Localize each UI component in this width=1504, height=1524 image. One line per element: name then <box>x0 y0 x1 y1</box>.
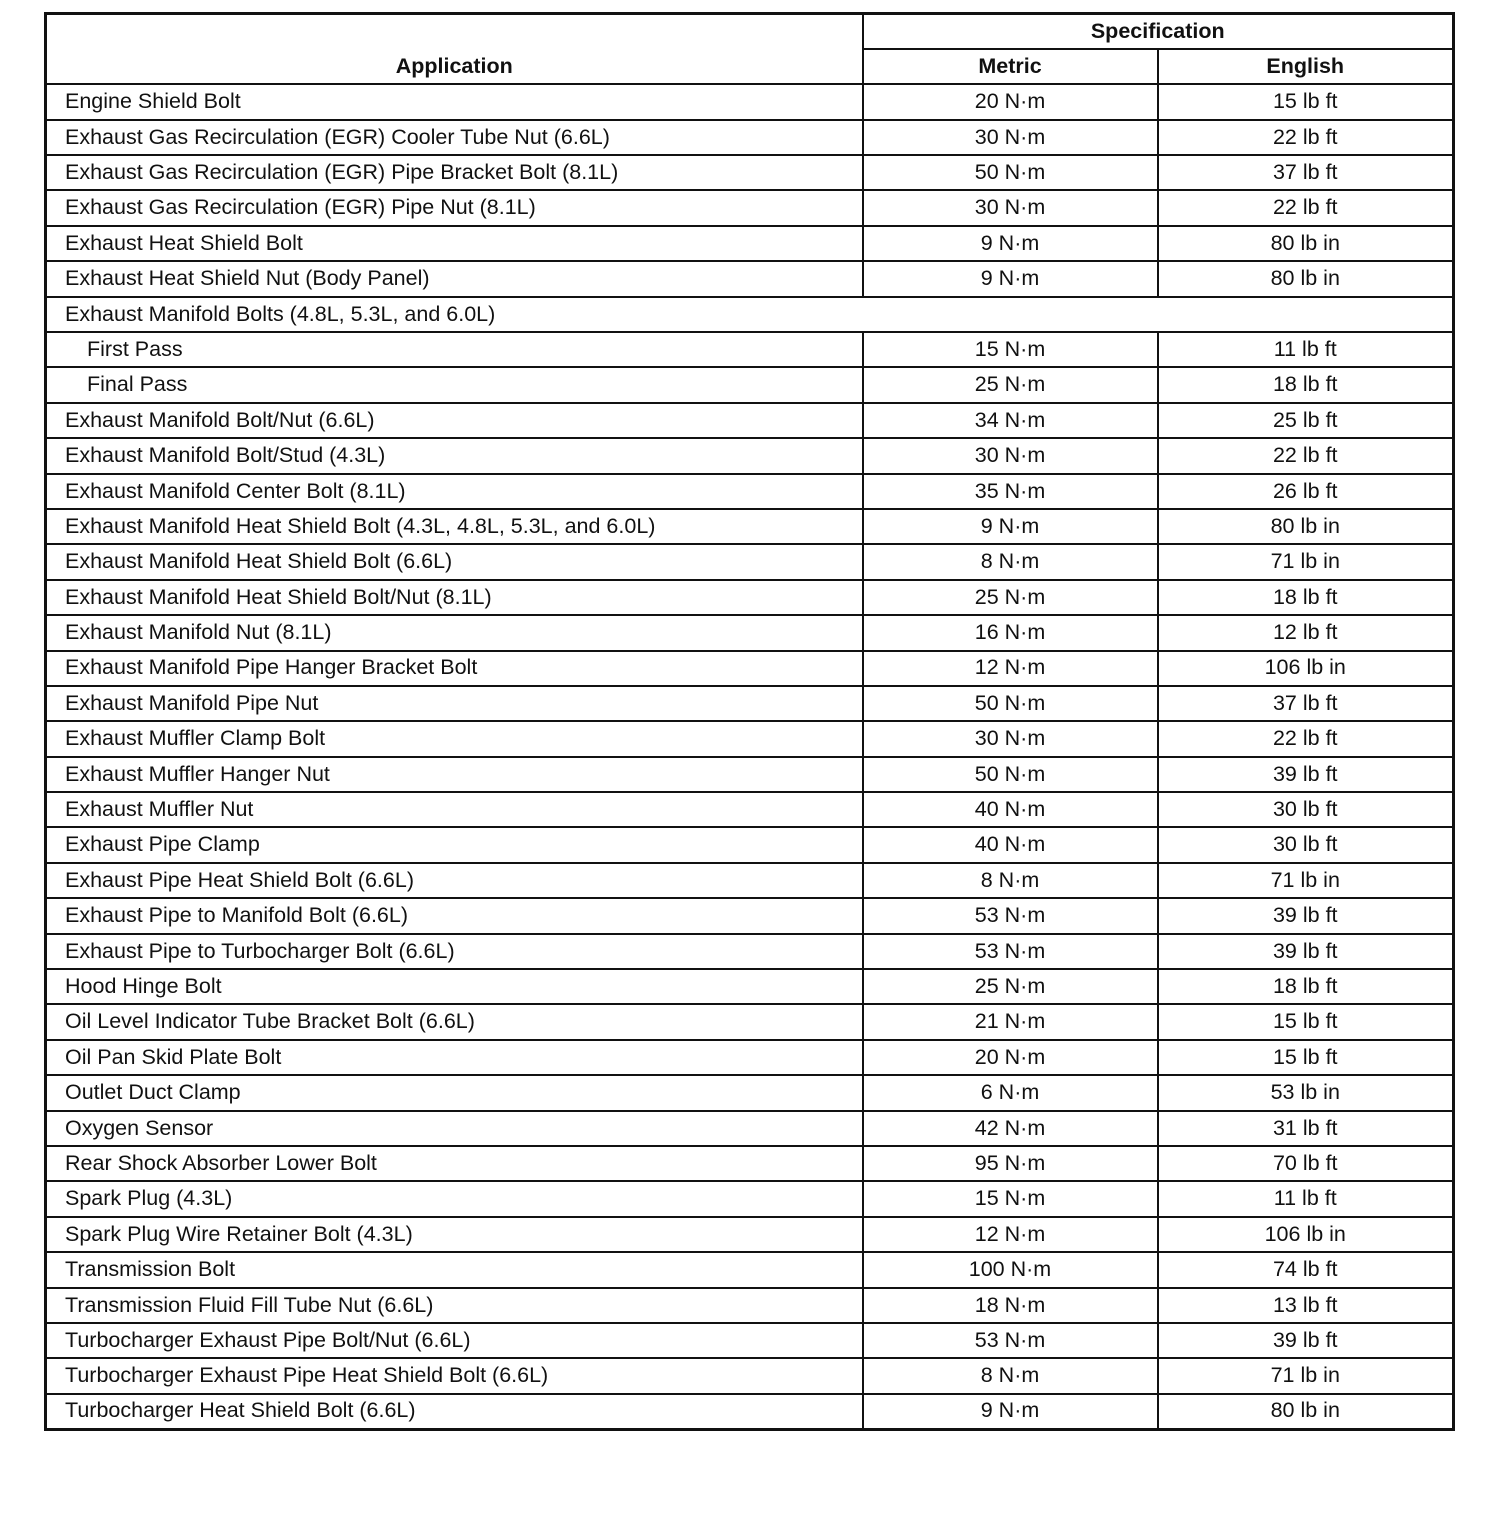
english-cell: 30 lb ft <box>1158 792 1454 827</box>
application-cell: Exhaust Pipe to Manifold Bolt (6.6L) <box>46 898 863 933</box>
table-row <box>46 1252 1454 1287</box>
application-cell: Rear Shock Absorber Lower Bolt <box>46 1146 863 1181</box>
application-cell: Exhaust Manifold Heat Shield Bolt (4.3L, 4.8L, 5.3L, and 6.0L) <box>46 509 863 544</box>
table-row <box>46 651 1454 686</box>
application-cell: Outlet Duct Clamp <box>46 1075 863 1110</box>
english-cell: 39 lb ft <box>1158 934 1454 969</box>
table-row <box>46 934 1454 969</box>
metric-cell: 12 N·m <box>863 1217 1158 1252</box>
application-cell: Transmission Fluid Fill Tube Nut (6.6L) <box>46 1288 863 1323</box>
english-cell: 74 lb ft <box>1158 1252 1454 1287</box>
metric-cell: 9 N·m <box>863 509 1158 544</box>
table-row <box>46 474 1454 509</box>
table-row <box>46 1394 1454 1429</box>
metric-cell: 8 N·m <box>863 1358 1158 1393</box>
application-cell: Oil Pan Skid Plate Bolt <box>46 1040 863 1075</box>
metric-cell: 9 N·m <box>863 226 1158 261</box>
metric-cell: 8 N·m <box>863 863 1158 898</box>
table-row <box>46 1146 1454 1181</box>
table-row <box>46 84 1454 119</box>
table-row <box>46 190 1454 225</box>
metric-cell: 9 N·m <box>863 261 1158 296</box>
table-row <box>46 898 1454 933</box>
english-cell: 106 lb in <box>1158 1217 1454 1252</box>
english-cell: 22 lb ft <box>1158 120 1454 155</box>
application-cell: Exhaust Muffler Clamp Bolt <box>46 721 863 756</box>
english-cell: 31 lb ft <box>1158 1111 1454 1146</box>
metric-cell: 25 N·m <box>863 580 1158 615</box>
metric-column-header: Metric <box>863 49 1158 84</box>
application-cell: Exhaust Manifold Pipe Hanger Bracket Bolt <box>46 651 863 686</box>
metric-cell: 8 N·m <box>863 544 1158 579</box>
table-row <box>46 757 1454 792</box>
english-cell: 53 lb in <box>1158 1075 1454 1110</box>
metric-cell: 20 N·m <box>863 1040 1158 1075</box>
application-cell: Exhaust Manifold Bolt/Stud (4.3L) <box>46 438 863 473</box>
english-cell: 39 lb ft <box>1158 757 1454 792</box>
table-body <box>46 84 1454 1429</box>
application-cell: First Pass <box>46 332 863 367</box>
metric-cell: 15 N·m <box>863 332 1158 367</box>
english-cell: 13 lb ft <box>1158 1288 1454 1323</box>
table-row <box>46 261 1454 296</box>
table-row <box>46 1217 1454 1252</box>
english-cell: 80 lb in <box>1158 261 1454 296</box>
english-cell: 106 lb in <box>1158 651 1454 686</box>
english-cell: 25 lb ft <box>1158 403 1454 438</box>
english-cell: 26 lb ft <box>1158 474 1454 509</box>
application-cell: Oil Level Indicator Tube Bracket Bolt (6.6L) <box>46 1004 863 1039</box>
metric-cell: 95 N·m <box>863 1146 1158 1181</box>
table-row <box>46 827 1454 862</box>
table-row <box>46 1004 1454 1039</box>
metric-cell: 34 N·m <box>863 403 1158 438</box>
english-cell: 18 lb ft <box>1158 580 1454 615</box>
metric-cell: 30 N·m <box>863 438 1158 473</box>
english-cell: 37 lb ft <box>1158 155 1454 190</box>
table-row <box>46 969 1454 1004</box>
specification-column-header: Specification <box>863 14 1454 49</box>
metric-cell: 25 N·m <box>863 969 1158 1004</box>
metric-cell: 20 N·m <box>863 84 1158 119</box>
application-cell: Spark Plug (4.3L) <box>46 1181 863 1216</box>
english-column-header: English <box>1158 49 1454 84</box>
table-row <box>46 509 1454 544</box>
english-cell: 39 lb ft <box>1158 1323 1454 1358</box>
application-cell: Exhaust Gas Recirculation (EGR) Pipe Nut (8.1L) <box>46 190 863 225</box>
english-cell: 15 lb ft <box>1158 84 1454 119</box>
metric-cell: 30 N·m <box>863 120 1158 155</box>
table-row <box>46 1288 1454 1323</box>
application-cell: Exhaust Manifold Bolt/Nut (6.6L) <box>46 403 863 438</box>
table-row <box>46 1323 1454 1358</box>
english-cell: 71 lb in <box>1158 863 1454 898</box>
metric-cell: 6 N·m <box>863 1075 1158 1110</box>
application-cell: Engine Shield Bolt <box>46 84 863 119</box>
application-cell: Exhaust Muffler Nut <box>46 792 863 827</box>
table-header <box>46 14 1454 85</box>
application-cell: Exhaust Muffler Hanger Nut <box>46 757 863 792</box>
table-row <box>46 155 1454 190</box>
application-cell: Turbocharger Heat Shield Bolt (6.6L) <box>46 1394 863 1429</box>
table-row <box>46 580 1454 615</box>
application-column-header: Application <box>46 14 863 85</box>
table-row <box>46 438 1454 473</box>
application-cell: Exhaust Gas Recirculation (EGR) Pipe Bracket Bolt (8.1L) <box>46 155 863 190</box>
table-row <box>46 403 1454 438</box>
table-row <box>46 792 1454 827</box>
table-row <box>46 544 1454 579</box>
header-row-top <box>46 14 1454 49</box>
english-cell: 22 lb ft <box>1158 438 1454 473</box>
metric-cell: 9 N·m <box>863 1394 1158 1429</box>
application-cell: Exhaust Pipe Heat Shield Bolt (6.6L) <box>46 863 863 898</box>
table-row <box>46 721 1454 756</box>
application-cell: Exhaust Pipe Clamp <box>46 827 863 862</box>
metric-cell: 50 N·m <box>863 686 1158 721</box>
english-cell: 70 lb ft <box>1158 1146 1454 1181</box>
torque-specification-table <box>44 12 1455 1431</box>
application-cell: Exhaust Gas Recirculation (EGR) Cooler Tube Nut (6.6L) <box>46 120 863 155</box>
table-row <box>46 863 1454 898</box>
table-row <box>46 226 1454 261</box>
table-row <box>46 686 1454 721</box>
english-cell: 37 lb ft <box>1158 686 1454 721</box>
english-cell: 12 lb ft <box>1158 615 1454 650</box>
english-cell: 18 lb ft <box>1158 367 1454 402</box>
metric-cell: 53 N·m <box>863 1323 1158 1358</box>
metric-cell: 30 N·m <box>863 721 1158 756</box>
english-cell: 71 lb in <box>1158 544 1454 579</box>
metric-cell: 18 N·m <box>863 1288 1158 1323</box>
application-cell: Exhaust Heat Shield Nut (Body Panel) <box>46 261 863 296</box>
english-cell: 22 lb ft <box>1158 721 1454 756</box>
table-group-row <box>46 297 1454 332</box>
english-cell: 80 lb in <box>1158 226 1454 261</box>
english-cell: 39 lb ft <box>1158 898 1454 933</box>
table-row <box>46 332 1454 367</box>
application-cell: Spark Plug Wire Retainer Bolt (4.3L) <box>46 1217 863 1252</box>
application-cell: Final Pass <box>46 367 863 402</box>
table-row <box>46 1075 1454 1110</box>
english-cell: 11 lb ft <box>1158 1181 1454 1216</box>
english-cell: 71 lb in <box>1158 1358 1454 1393</box>
metric-cell: 53 N·m <box>863 898 1158 933</box>
table-row <box>46 120 1454 155</box>
table-row <box>46 1358 1454 1393</box>
metric-cell: 100 N·m <box>863 1252 1158 1287</box>
group-application-cell: Exhaust Manifold Bolts (4.8L, 5.3L, and 6.0L) <box>46 297 1454 332</box>
metric-cell: 53 N·m <box>863 934 1158 969</box>
metric-cell: 50 N·m <box>863 757 1158 792</box>
table-row <box>46 367 1454 402</box>
table-row <box>46 1040 1454 1075</box>
metric-cell: 30 N·m <box>863 190 1158 225</box>
application-cell: Turbocharger Exhaust Pipe Bolt/Nut (6.6L) <box>46 1323 863 1358</box>
application-cell: Exhaust Pipe to Turbocharger Bolt (6.6L) <box>46 934 863 969</box>
table-row <box>46 1181 1454 1216</box>
table-row <box>46 615 1454 650</box>
application-cell: Exhaust Manifold Pipe Nut <box>46 686 863 721</box>
metric-cell: 35 N·m <box>863 474 1158 509</box>
metric-cell: 40 N·m <box>863 827 1158 862</box>
metric-cell: 25 N·m <box>863 367 1158 402</box>
english-cell: 18 lb ft <box>1158 969 1454 1004</box>
application-cell: Exhaust Manifold Heat Shield Bolt/Nut (8.1L) <box>46 580 863 615</box>
metric-cell: 12 N·m <box>863 651 1158 686</box>
english-cell: 30 lb ft <box>1158 827 1454 862</box>
application-cell: Exhaust Heat Shield Bolt <box>46 226 863 261</box>
metric-cell: 16 N·m <box>863 615 1158 650</box>
metric-cell: 21 N·m <box>863 1004 1158 1039</box>
english-cell: 80 lb in <box>1158 1394 1454 1429</box>
english-cell: 15 lb ft <box>1158 1040 1454 1075</box>
application-cell: Exhaust Manifold Nut (8.1L) <box>46 615 863 650</box>
application-cell: Hood Hinge Bolt <box>46 969 863 1004</box>
english-cell: 15 lb ft <box>1158 1004 1454 1039</box>
english-cell: 22 lb ft <box>1158 190 1454 225</box>
application-cell: Exhaust Manifold Center Bolt (8.1L) <box>46 474 863 509</box>
metric-cell: 50 N·m <box>863 155 1158 190</box>
application-cell: Oxygen Sensor <box>46 1111 863 1146</box>
metric-cell: 15 N·m <box>863 1181 1158 1216</box>
application-cell: Exhaust Manifold Heat Shield Bolt (6.6L) <box>46 544 863 579</box>
application-cell: Transmission Bolt <box>46 1252 863 1287</box>
table-row <box>46 1111 1454 1146</box>
metric-cell: 42 N·m <box>863 1111 1158 1146</box>
application-cell: Turbocharger Exhaust Pipe Heat Shield Bolt (6.6L) <box>46 1358 863 1393</box>
metric-cell: 40 N·m <box>863 792 1158 827</box>
english-cell: 11 lb ft <box>1158 332 1454 367</box>
english-cell: 80 lb in <box>1158 509 1454 544</box>
